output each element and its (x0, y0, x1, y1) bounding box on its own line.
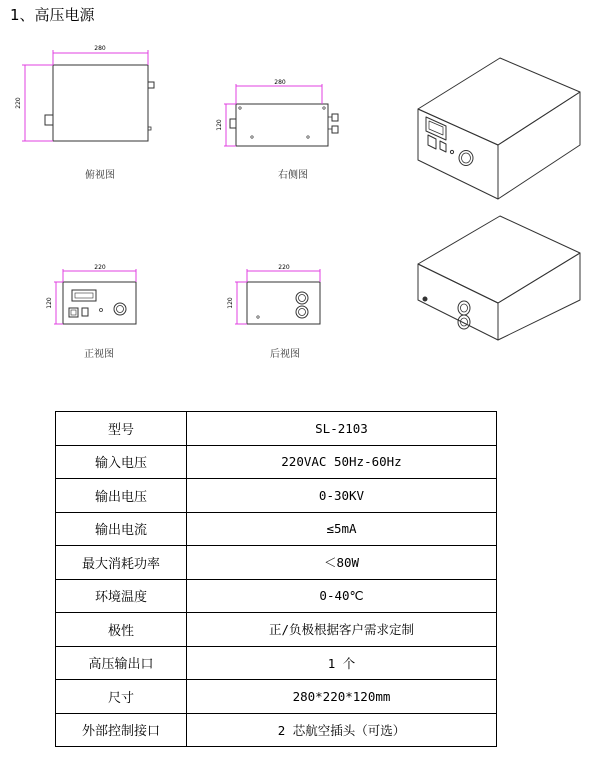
back-view-body (247, 282, 320, 324)
spec-value: 0-40℃ (187, 579, 497, 613)
table-row (56, 613, 497, 647)
spec-label: 输入电压 (56, 445, 187, 479)
top-view-dim-w: 280 (94, 45, 106, 52)
front-view-knob (114, 303, 126, 315)
spec-value: 0-30KV (187, 479, 497, 513)
spec-label: 型号 (56, 412, 187, 446)
spec-label: 输出电流 (56, 512, 187, 546)
spec-value: 220VAC 50Hz-60Hz (187, 445, 497, 479)
iso-port-bottom (458, 315, 470, 329)
table-row (56, 713, 497, 747)
right-view-dim-h: 120 (216, 119, 223, 131)
back-view (227, 264, 320, 324)
table-row (56, 646, 497, 680)
iso-port-top (458, 301, 470, 315)
right-view-connector-top (332, 114, 338, 121)
front-view-switch (69, 308, 78, 317)
table-row (56, 479, 497, 513)
top-view-caption: 俯视图 (85, 170, 115, 181)
table-row (56, 512, 497, 546)
front-view-display (72, 290, 96, 301)
spec-label: 尺寸 (56, 680, 187, 714)
spec-label: 输出电压 (56, 479, 187, 513)
back-view-caption: 后视图 (270, 349, 300, 360)
table-row (56, 579, 497, 613)
right-view (216, 79, 338, 146)
right-view-body (236, 104, 328, 146)
spec-label: 高压输出口 (56, 646, 187, 680)
back-view-dim-w: 220 (278, 264, 290, 271)
front-view-button (82, 308, 88, 316)
front-view (46, 264, 136, 324)
spec-value: 2 芯航空插头（可选） (187, 713, 497, 747)
iso-switch (428, 135, 436, 149)
spec-label: 环境温度 (56, 579, 187, 613)
spec-value: SL-2103 (187, 412, 497, 446)
isometric-front-view (418, 58, 580, 199)
right-view-caption: 右侧图 (278, 170, 308, 181)
table-row (56, 546, 497, 580)
right-view-connector-bottom (332, 126, 338, 133)
spec-value: ＜80W (187, 546, 497, 580)
back-view-port-bottom (296, 306, 308, 318)
back-view-port-top (296, 292, 308, 304)
table-row (56, 445, 497, 479)
spec-value: 1 个 (187, 646, 497, 680)
spec-label: 极性 (56, 613, 187, 647)
spec-label: 最大消耗功率 (56, 546, 187, 580)
top-view-left-tab (45, 115, 53, 125)
front-view-body (63, 282, 136, 324)
right-view-left-tab (230, 119, 236, 128)
table-row (56, 680, 497, 714)
spec-value: ≤5mA (187, 512, 497, 546)
top-view (15, 45, 154, 141)
top-view-body (53, 65, 148, 141)
front-view-dim-w: 220 (94, 264, 106, 271)
spec-label: 外部控制接口 (56, 713, 187, 747)
right-view-dim-w: 280 (274, 79, 286, 86)
top-view-dim-h: 220 (15, 97, 22, 109)
table-row (56, 412, 497, 446)
spec-value: 280*220*120mm (187, 680, 497, 714)
iso-screw (423, 297, 427, 301)
isometric-back-view (418, 216, 580, 340)
section-heading: 1、高压电源 (10, 6, 95, 24)
spec-value: 正/负极根据客户需求定制 (187, 613, 497, 647)
front-view-dim-h: 120 (46, 297, 53, 309)
back-view-dim-h: 120 (227, 297, 234, 309)
top-view-connector (148, 82, 154, 88)
spec-table (55, 411, 497, 747)
front-view-caption: 正视图 (84, 349, 114, 360)
